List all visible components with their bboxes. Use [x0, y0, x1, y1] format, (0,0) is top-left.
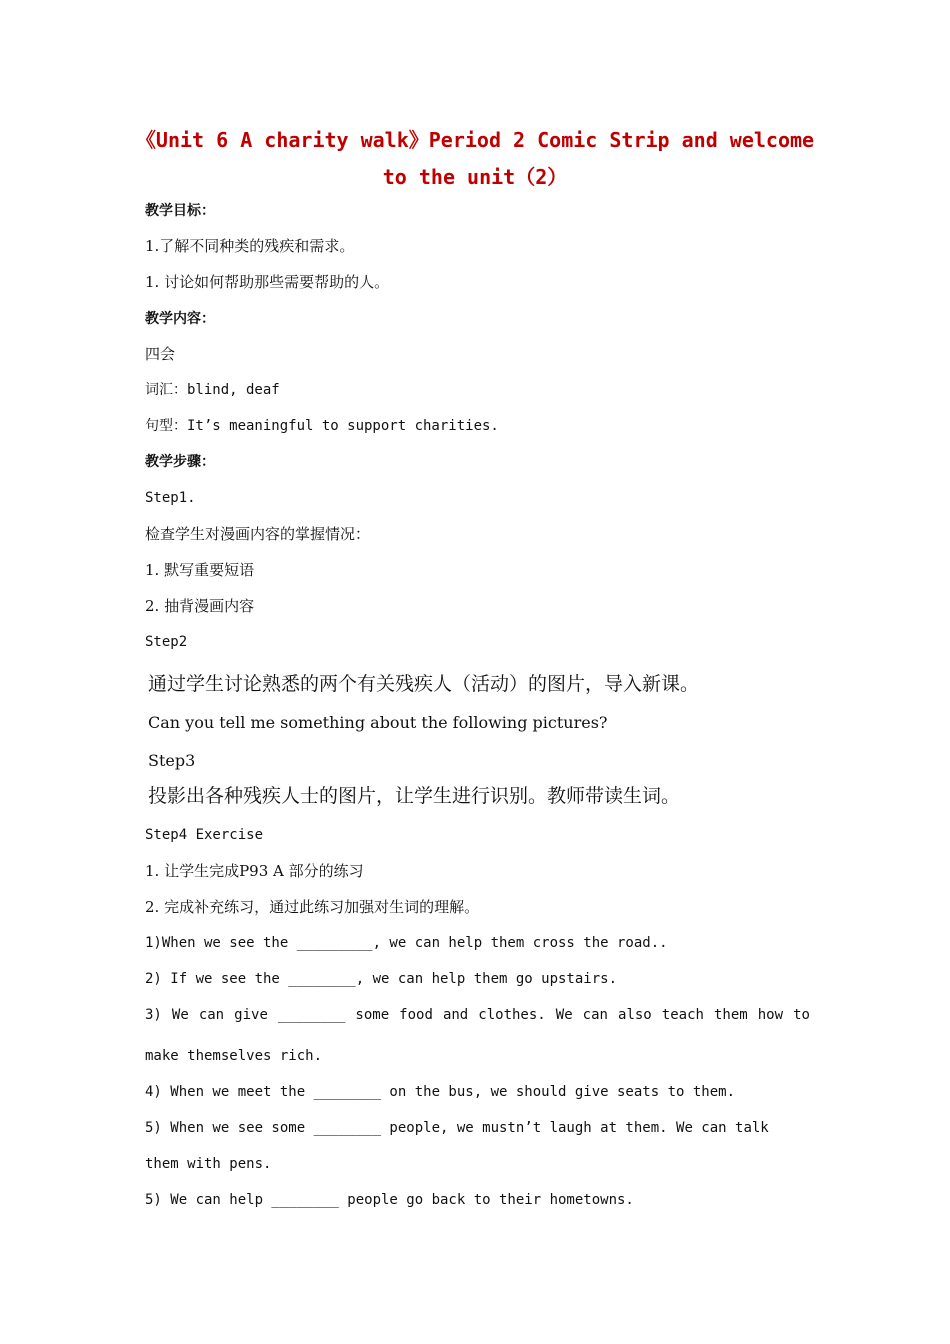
q3-word: teach	[661, 1007, 704, 1023]
q3-word: to	[793, 1007, 810, 1023]
content-sub: 四会	[145, 345, 176, 363]
q3-word: clothes.	[478, 1007, 546, 1023]
step4-label: Step4 Exercise	[145, 827, 264, 843]
objective-item-1: 1.了解不同种类的残疾和需求。	[145, 237, 355, 255]
exercise-q4: 4) When we meet the ________ on the bus, we should give seats to them.	[145, 1084, 736, 1100]
vocab-line: 词汇：blind, deaf	[145, 382, 280, 398]
q3-word: can	[582, 1007, 608, 1023]
q3-word: 3)	[145, 1007, 162, 1023]
exercise-q2: 2) If we see the ________, we can help them go upstairs.	[145, 971, 618, 987]
objective-item-2: 1. 讨论如何帮助那些需要帮助的人。	[145, 273, 390, 291]
objectives-heading: 教学目标：	[145, 203, 215, 219]
q3-word: food	[399, 1007, 433, 1023]
step2-question: Can you tell me something about the following pictures?	[148, 713, 608, 732]
q3-word: how	[757, 1007, 784, 1023]
sentence-line: 句型：It’s meaningful to support charities.	[145, 418, 499, 434]
step2-label: Step2	[145, 634, 188, 650]
content-heading: 教学内容：	[145, 311, 215, 327]
exercise-q5-line-2: them with pens.	[145, 1156, 272, 1172]
q3-word: give	[234, 1007, 268, 1023]
step2-desc: 通过学生讨论熟悉的两个有关残疾人（活动）的图片，导入新课。	[148, 673, 700, 695]
step3-label: Step3	[148, 751, 196, 770]
exercise-q5-line-1: 5) When we see some ________ people, we mustn’t laugh at them. We can talk	[145, 1120, 769, 1136]
step1-item-2: 2. 抽背漫画内容	[145, 597, 255, 615]
step1-desc: 检查学生对漫画内容的掌握情况：	[145, 525, 371, 543]
exercise-q6: 5) We can help ________ people go back to their hometowns.	[145, 1192, 634, 1208]
q3-word: can	[198, 1007, 225, 1023]
steps-heading: 教学步骤：	[145, 454, 215, 470]
q3-word: We	[171, 1007, 189, 1023]
document-title-line-1: 《Unit 6 A charity walk》Period 2 Comic Strip and welcome	[135, 128, 815, 152]
q3-word: them	[713, 1007, 748, 1023]
exercise-q3-line-1	[145, 1005, 810, 1025]
exercise-q1: 1)When we see the _________, we can help them cross the road..	[145, 935, 668, 951]
step1-item-1: 1. 默写重要短语	[145, 561, 255, 579]
q3-word: We	[555, 1007, 573, 1023]
document-title-line-2: to the unit（2）	[382, 165, 568, 189]
q3-word: some	[355, 1007, 390, 1023]
step3-desc: 投影出各种残疾人士的图片，让学生进行识别。教师带读生词。	[148, 785, 681, 807]
q3-word: also	[618, 1007, 652, 1023]
step4-item-1: 1. 让学生完成P93 A 部分的练习	[145, 862, 364, 880]
step4-item-2: 2. 完成补充练习，通过此练习加强对生词的理解。	[145, 898, 480, 916]
q3-word: and	[442, 1007, 469, 1023]
exercise-q3-line-2: make themselves rich.	[145, 1048, 323, 1064]
q3-blank: ________	[277, 1007, 346, 1023]
step1-label: Step1.	[145, 490, 196, 506]
